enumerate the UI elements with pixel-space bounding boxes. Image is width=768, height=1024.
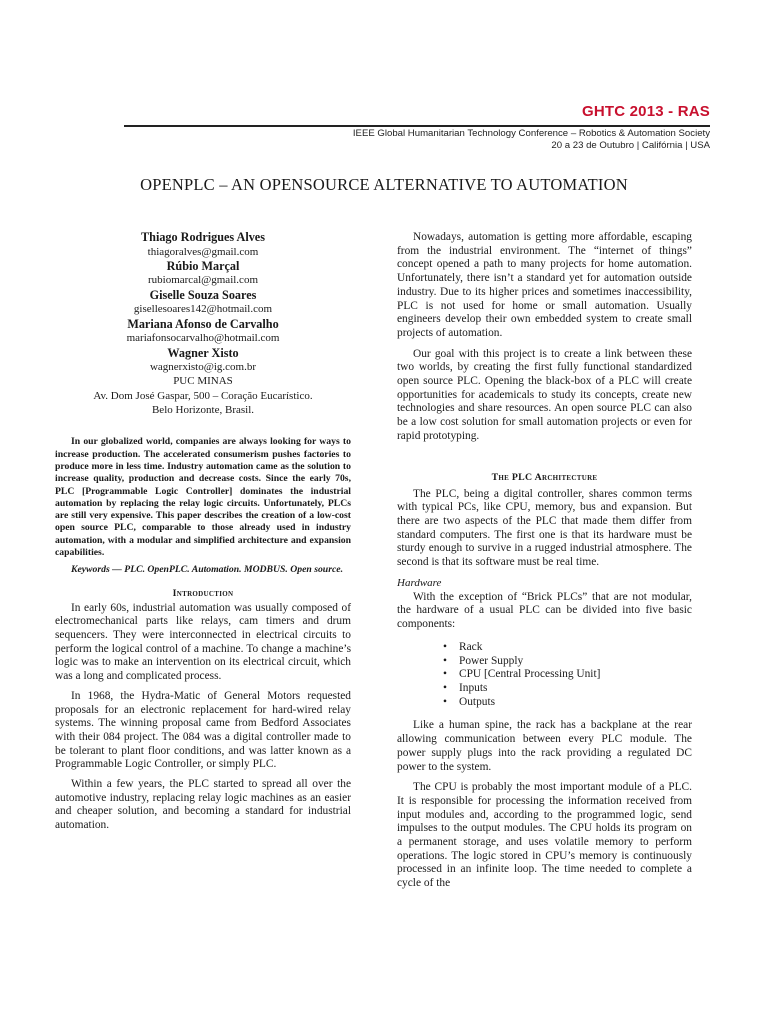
author-email: thiagoralves@gmail.com <box>147 245 259 258</box>
body-paragraph: Nowadays, automation is getting more affordable, escaping from the industrial environment. The “internet of things” concept opened a path to many projects for home automation. Unfortunately, there isn’t a standard yet for automation outside industry. Due to its higher prices and sometimes inaccessibility, PLC is not used for home or small automation. Usually engineers develop their own embedded system to create small projects of automation. <box>397 231 692 339</box>
affiliation-address: Av. Dom José Gaspar, 500 – Coração Eucarístico. <box>93 389 313 402</box>
author-email: wagnerxisto@ig.com.br <box>149 361 257 374</box>
left-column <box>55 230 351 833</box>
author-name: Wagner Xisto <box>167 345 239 360</box>
introduction-paragraph: In early 60s, industrial automation was usually composed of electromechanical parts like relays, cam timers and drum sequencers. They were interconnected in electrical circuits to perform the logical control of a machine. To change a machine’s logic was to make an intervention on its electrical circuit, which was a long and complicated process. <box>55 601 351 683</box>
author-name: Mariana Afonso de Carvalho <box>127 316 279 331</box>
architecture-heading: The PLC Architecture <box>491 471 598 483</box>
list-item: • Outputs <box>443 696 692 710</box>
introduction-heading: Introduction <box>172 587 234 599</box>
list-item: • CPU [Central Processing Unit] <box>443 668 692 682</box>
header-rule <box>124 125 710 127</box>
component-list <box>397 641 692 710</box>
header-dates-location: 20 a 23 de Outubro | Califórnia | USA <box>551 140 710 151</box>
hardware-intro: With the exception of “Brick PLCs” that are not modular, the hardware of a usual PLC can be divided into five basic components: <box>397 590 692 631</box>
list-item: • Rack <box>443 641 692 655</box>
author-name: Rúbio Marçal <box>166 258 240 273</box>
introduction-paragraph: In 1968, the Hydra-Matic of General Motors requested proposals for an electronic replacement for hard-wired relay systems. The winning proposal came from Bedford Associates with their 084 project. The 084 was a digital controller made to be tolerant to plant floor conditions, and was latter known as a Programmable Logic Controller, or simply PLC. <box>55 689 351 771</box>
hardware-subheading: Hardware <box>397 576 442 589</box>
author-email: mariafonsocarvalho@hotmail.com <box>126 332 280 345</box>
list-item: • Power Supply <box>443 655 692 669</box>
right-column <box>397 231 692 891</box>
author-name: Giselle Souza Soares <box>149 287 257 302</box>
introduction-paragraph: Within a few years, the PLC started to spread all over the automotive industry, replacing relay logic machines as an easier and cheaper solution, and becoming a standard for industrial automation. <box>55 778 351 832</box>
author-block <box>55 230 351 417</box>
hardware-paragraph: Like a human spine, the rack has a backplane at the rear allowing communication between every PLC module. The power supply plugs into the rack providing a regulated DC power to the system. <box>397 719 692 773</box>
header-brand: GHTC 2013 - RAS <box>581 103 710 120</box>
hardware-paragraph: The CPU is probably the most important module of a PLC. It is responsible for processing the information received from input modules and, according to the programmed logic, send impulses to the output modules. The CPU holds its program on a permanent storage, and uses volatile memory to perform operations. The logic stored in CPU’s memory is continuously processed in an infinite loop. The time needed to complete a cycle of the <box>397 781 692 890</box>
header-conference: IEEE Global Humanitarian Technology Conference – Robotics & Automation Society <box>352 128 710 139</box>
architecture-paragraph: The PLC, being a digital controller, shares common terms with typical PCs, like CPU, memory, bus and expansion. But there are two aspects of the PLC that made them differ from standard computers. The first one is that its hardware must be sturdy enough to survive in a rugged industrial atmosphere. The second is that its software must be real time. <box>397 487 692 569</box>
author-name: Thiago Rodrigues Alves <box>141 230 265 244</box>
author-email: rubiomarcal@gmail.com <box>147 274 258 287</box>
affiliation-city: Belo Horizonte, Brasil. <box>151 404 255 417</box>
keywords: Keywords — PLC. OpenPLC. Automation. MODBUS. Open source. <box>71 564 343 576</box>
abstract: In our globalized world, companies are always looking for ways to increase production. The accelerated consumerism pushes factories to produce more in less time. Industry automation came as the solution to increase quality, production and decrease costs. Since the early 70s, PLC [Programmable Logic Controller] dominates the industrial automation by replacing the relay logic circuits. Unfortunately, PLCs are still very expensive. This paper describes the creation of a low-cost open source PLC, comparable to those already used in industry automation, with a modular and simplified architecture and expansion capabilities. <box>55 436 351 559</box>
list-item: • Inputs <box>443 682 692 696</box>
paper-title: OPENPLC – AN OPENSOURCE ALTERNATIVE TO AUTOMATION <box>140 175 628 194</box>
body-paragraph: Our goal with this project is to create a link between these two worlds, by creating the first fully functional standardized open source PLC. Opening the black-box of a PLC will create opportunities for academicals to study its concepts, create new technologies and share resources. An open source PLC can also be a low cost solution for small automation projects or even for rapid prototyping. <box>397 347 692 442</box>
affiliation-institution: PUC MINAS <box>173 375 233 388</box>
author-email: gisellesoares142@hotmail.com <box>133 303 273 316</box>
